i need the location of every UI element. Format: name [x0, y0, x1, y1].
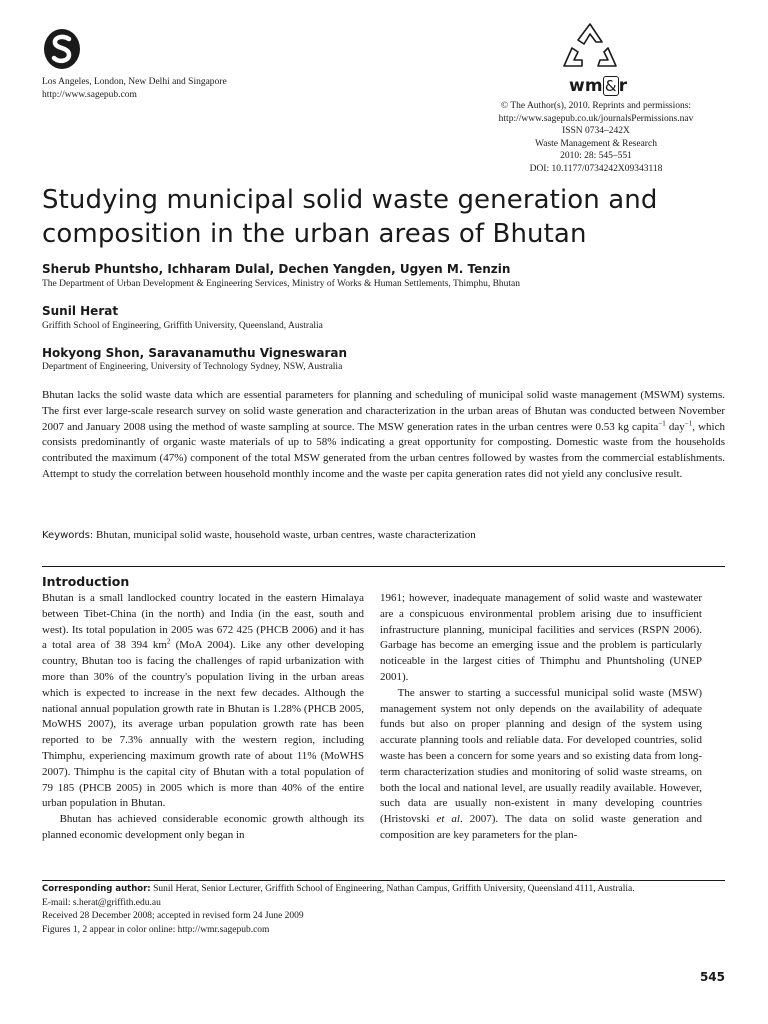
- publication-info: [466, 100, 726, 175]
- abstract: [42, 388, 725, 483]
- volume-info: 2010: 28: 545–551: [560, 151, 632, 161]
- introduction-heading: Introduction: [42, 574, 130, 589]
- body-column-left: [42, 591, 364, 844]
- article-title: Studying municipal solid waste generation and composition in the urban areas of Bhutan: [42, 185, 658, 249]
- journal-logo-amp: &: [604, 77, 617, 95]
- keywords-label: Keywords:: [42, 530, 94, 541]
- publisher-address-block: [42, 76, 242, 101]
- corresponding-author-label: Corresponding author:: [42, 884, 151, 894]
- intro-p4-et-al: et al: [436, 813, 460, 826]
- intro-p1-sup: 2: [166, 637, 171, 646]
- affiliation-3: Department of Engineering, University of Technology Sydney, NSW, Australia: [42, 362, 343, 372]
- author-group-2: Sunil Herat: [42, 304, 119, 318]
- affiliation-2: Griffith School of Engineering, Griffith University, Queensland, Australia: [42, 321, 323, 331]
- figures-line: Figures 1, 2 appear in color online: http://wmr.sagepub.com: [42, 924, 270, 935]
- abstract-sup-2: −1: [684, 418, 693, 427]
- keywords: [42, 529, 725, 541]
- intro-paragraph-3: 1961; however, inadequate management of solid waste and wastewater are a conspicuous environmental problem arising due to insufficient infrastructure planning, municipal facilities and services (RSPN 2006). Garbage has become an emerging issue and the problem is particularly noticeable in the largest cities of Thimphu and Phuntsholing (UNEP 2001).: [380, 592, 702, 683]
- footnote-divider: [42, 880, 725, 881]
- sage-logo-icon: [43, 27, 81, 71]
- intro-p1-text-a: Bhutan is a small landlocked country located in the eastern Himalaya between Tibet-China (in the north) and India (in the east, south and west). Its total population in 2005 was 672 425 (PHCB 2006) and it has a total area of 38 394 km: [42, 592, 364, 652]
- permissions-url: http://www.sagepub.co.uk/journalsPermissions.nav: [498, 113, 694, 124]
- intro-p4-text-b: . 2007). The data on solid waste generation and composition are key parameters for the plan-: [380, 813, 703, 841]
- keywords-text: Bhutan, municipal solid waste, household waste, urban centres, waste characterization: [96, 529, 476, 541]
- abstract-part-1: Bhutan lacks the solid waste data which are essential parameters for planning and scheduling of municipal solid waste management (MSWM) systems. The first ever large-scale research survey on solid waste generation and characterization in the urban areas of Bhutan was conducted between November 2007 and January 2008 using the method of waste sampling at source. The MSW generation rates in the urban centres were 0.53 kg capita: [42, 389, 725, 433]
- publisher-url: http://www.sagepub.com: [42, 89, 137, 100]
- abstract-sup-1: −1: [658, 418, 666, 427]
- copyright-line: © The Author(s), 2010. Reprints and permissions:: [500, 101, 692, 111]
- intro-p4-text-a: The answer to starting a successful municipal solid waste (MSW) management system not only depends on the availability of adequate funds but also on proper planning and design of the system using accurate planning tools and reliable data. For developed countries, solid waste has been a concern for some years and so existing data from long-term characterization studies and monitoring of solid waste streams, on both the local and national level, are usually readily available. However, such data are usually non-existent in many developing countries (Hristovski: [380, 686, 702, 826]
- abstract-part-2: day: [665, 420, 685, 433]
- footnote: [42, 883, 725, 937]
- body-column-right: [380, 591, 702, 844]
- affiliation-1: The Department of Urban Development & Engineering Services, Ministry of Works & Human Settlements, Thimphu, Bhutan: [42, 279, 521, 289]
- received-line: Received 28 December 2008; accepted in revised form 24 June 2009: [42, 911, 304, 921]
- email-line: E-mail: s.herat@griffith.edu.au: [42, 897, 161, 908]
- author-group-1: Sherub Phuntsho, Ichharam Dulal, Dechen Yangden, Ugyen M. Tenzin: [42, 262, 511, 276]
- author-group-3: Hokyong Shon, Saravanamuthu Vigneswaran: [42, 346, 348, 360]
- intro-paragraph-4: [380, 686, 702, 844]
- section-divider: [42, 566, 725, 567]
- journal-logo-r: r: [618, 76, 628, 96]
- journal-logo-wm: wm: [569, 76, 603, 96]
- corresponding-author-text: Sunil Herat, Senior Lecturer, Griffith School of Engineering, Nathan Campus, Griffith University, Queensland 4111, Australia.: [153, 884, 635, 894]
- intro-paragraph-2: Bhutan has achieved considerable economic growth although its planned economic development only began in: [42, 813, 364, 841]
- intro-p1-text-b: (MoA 2004). Like any other developing country, Bhutan too is facing the challenges of rapid urbanization with more than 30% of the country's population living in the urban areas which is expected to increase in the next few decades. Although the national annual population growth rate in Bhutan is 1.28% (PHCB 2005, MoWHS 2007), its average urban population growth rate has been reported to be 7.3% annually with the western region, including Thimphu, experiencing maximum growth rate of about 11% (MoWHS 2007). Thimphu is the capital city of Bhutan with a total population of 79 185 (PHCB 2005) in 2005 which is more than 40% of the entire urban population in Bhutan.: [42, 639, 364, 810]
- issn: ISSN 0734–242X: [562, 126, 630, 136]
- corresponding-author: [42, 883, 725, 897]
- abstract-part-3: , which consists predominantly of organic waste materials of up to 58% indicating a great opportunity for composting. Domestic waste from the households contributed the maximum (47%) component of the total MSW generated from the urban centres followed by wastes from the commercial establishments. Attempt to study the correlation between household monthly income and the waste per capita generation rates did not yield any conclusive result.: [42, 420, 725, 480]
- publisher-address: Los Angeles, London, New Delhi and Singapore: [42, 77, 227, 87]
- journal-name: Waste Management & Research: [535, 138, 657, 149]
- doi: DOI: 10.1177/0734242X09343118: [529, 163, 663, 174]
- intro-paragraph-1: [42, 591, 364, 812]
- journal-logo-text: [569, 76, 627, 96]
- page-number: 545: [699, 970, 725, 984]
